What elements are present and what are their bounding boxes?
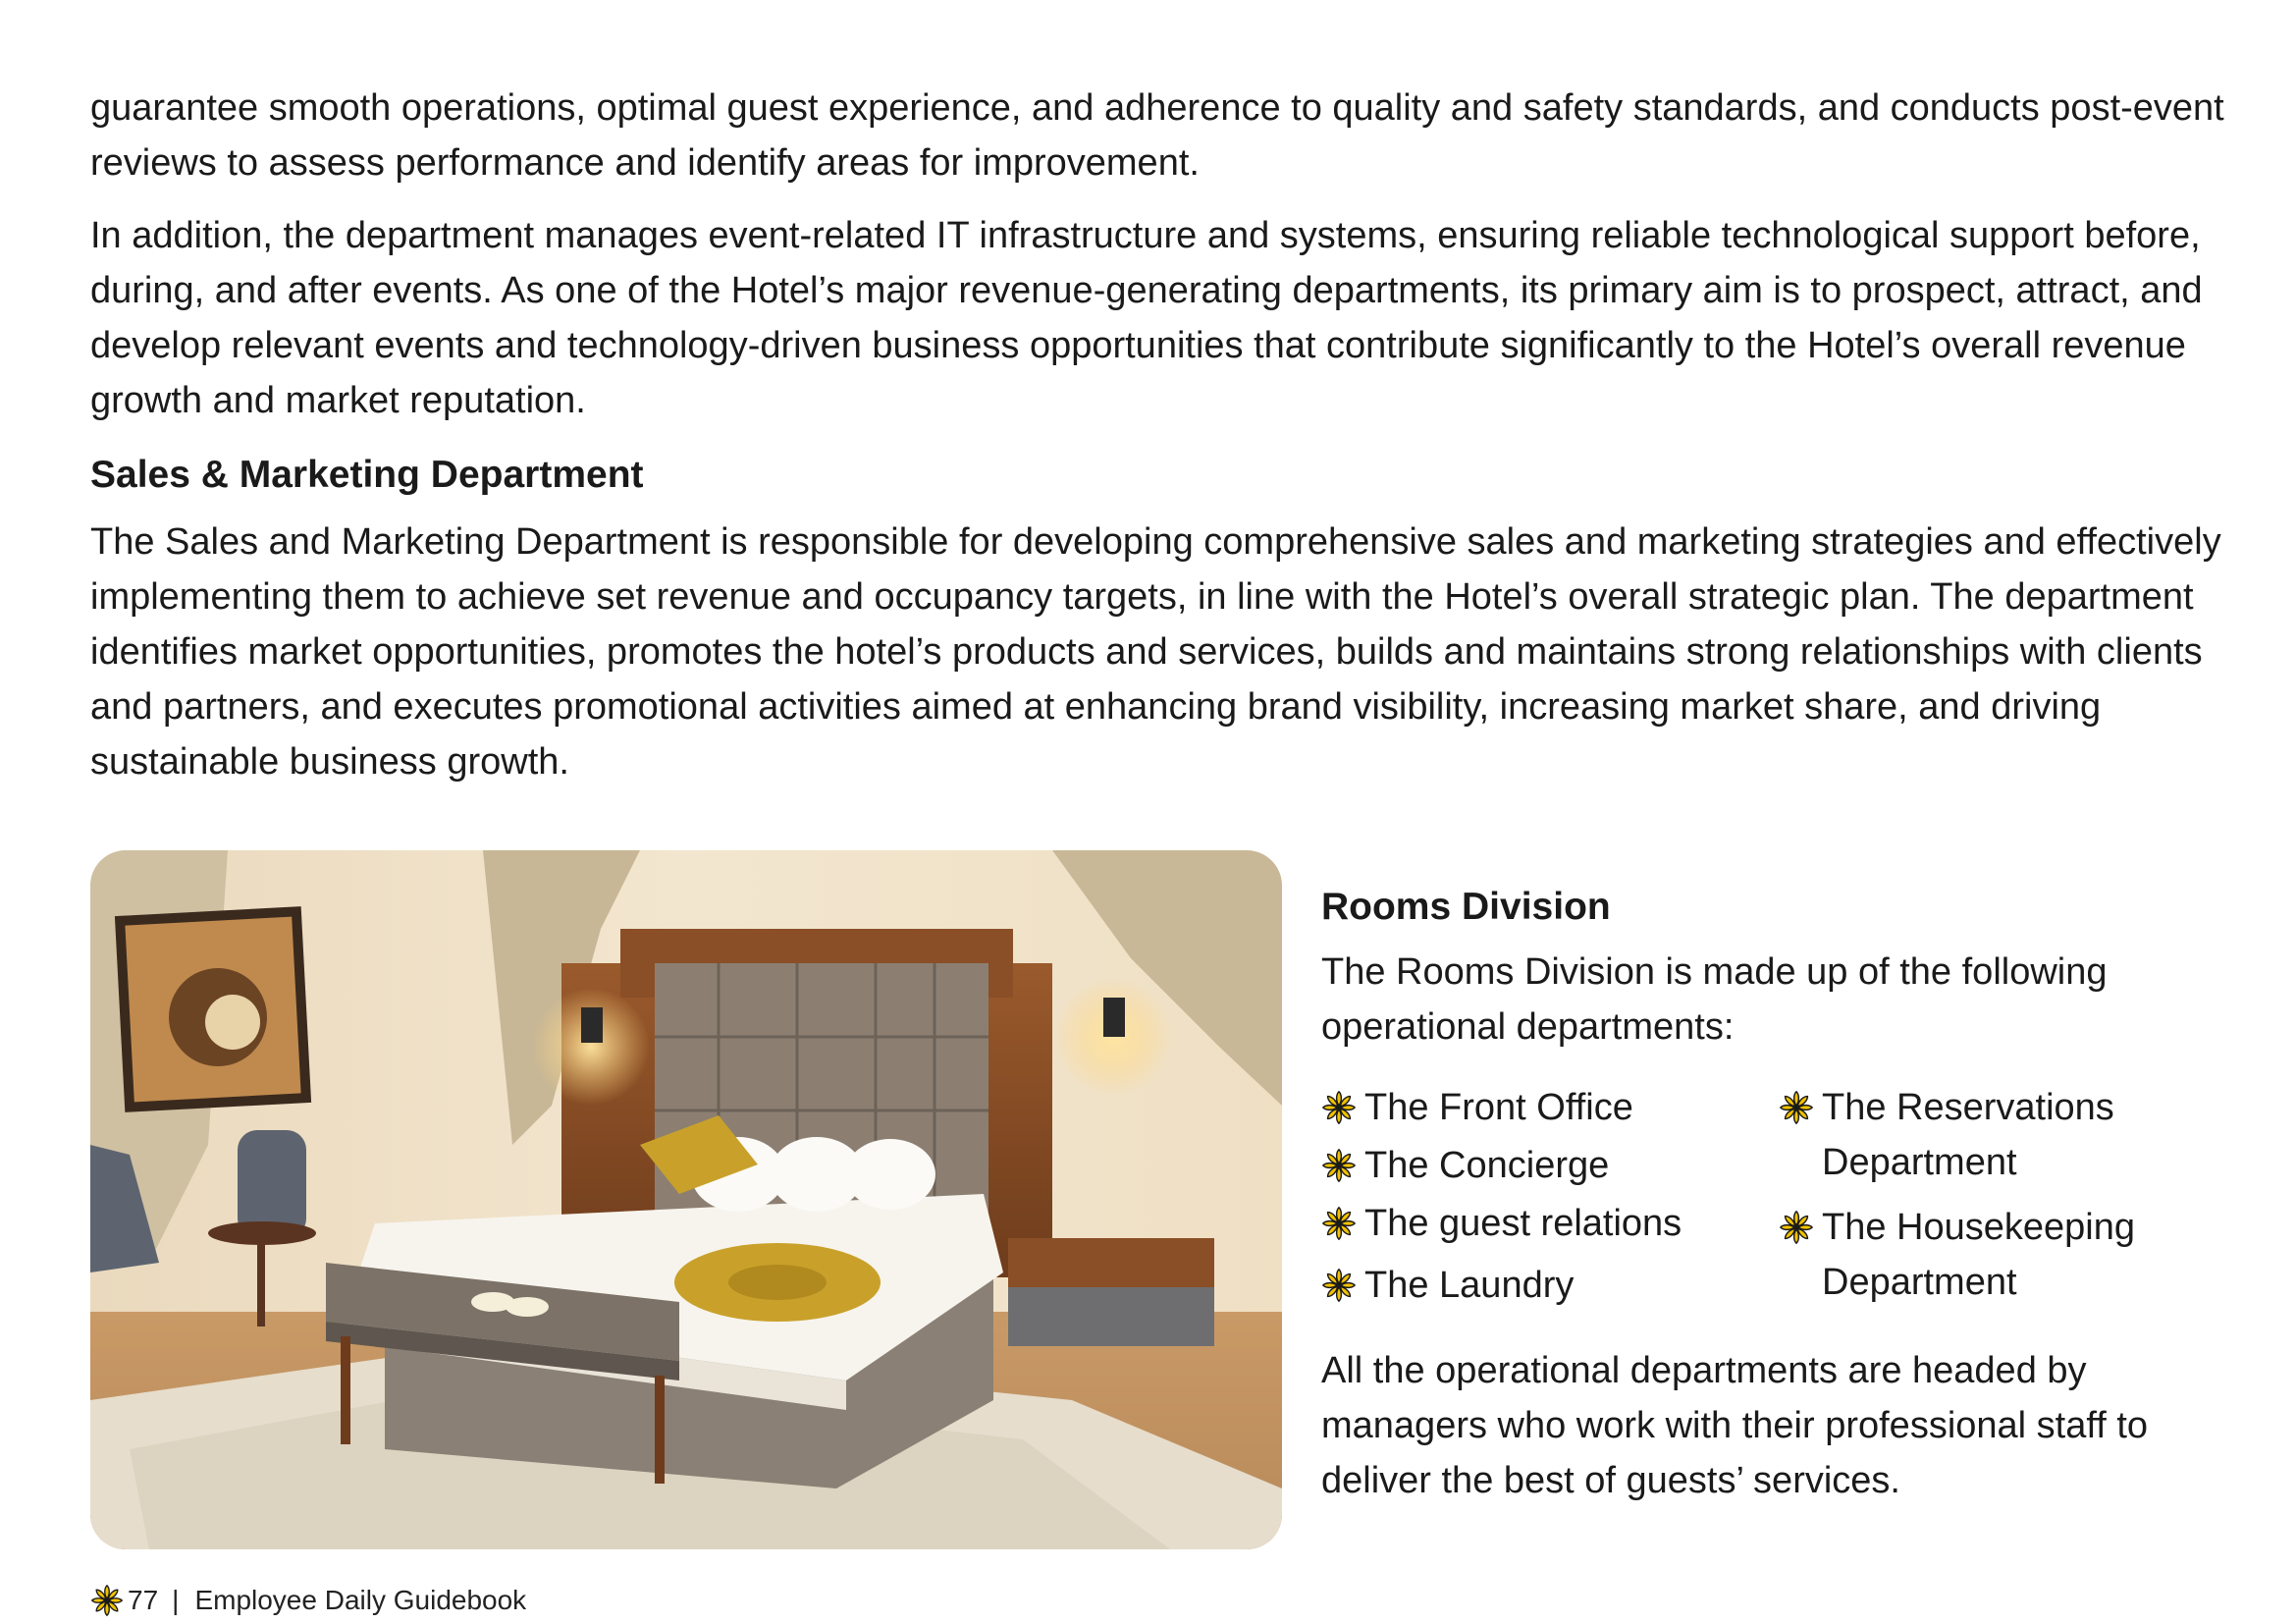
department-label: The Front Office — [1364, 1087, 1633, 1128]
flower-star-icon — [1321, 1258, 1364, 1313]
department-label: The Concierge — [1364, 1145, 1610, 1186]
list-item — [1321, 1080, 1682, 1138]
continued-paragraph: guarantee smooth operations, optimal guest experience, and adherence to quality and safety standards, and conducts post-event reviews to assess performance and identify areas for improvement. — [90, 87, 2224, 184]
flower-star-icon — [90, 1581, 128, 1620]
sales-marketing-paragraph: The Sales and Marketing Department is responsible for developing comprehensive sales and marketing strategies and effectively implementing them to achieve set revenue and occupancy targets, in line with the Hotel’s overall strategic plan. The department identifies market opportunities, promotes the hotel’s products and services, builds and maintains strong relationships with clients and partners, and executes promotional activities aimed at enhancing brand visibility, increasing market share, and driving sustainable business growth. — [90, 521, 2221, 783]
flower-star-icon — [1321, 1080, 1364, 1135]
sales-marketing-heading: Sales & Marketing Department — [90, 454, 644, 496]
footer-separator: | — [172, 1585, 180, 1615]
list-item — [1779, 1080, 2211, 1190]
department-label: The guest relations — [1364, 1203, 1682, 1244]
list-item — [1321, 1196, 1682, 1254]
page-number: 77 — [128, 1585, 159, 1615]
flower-star-icon — [1321, 1196, 1364, 1251]
list-item — [1321, 1258, 1682, 1316]
department-label: The Reservations Department — [1822, 1087, 2114, 1183]
list-item — [1779, 1200, 2211, 1310]
flower-star-icon — [1779, 1200, 1822, 1255]
flower-star-icon — [1321, 1138, 1364, 1193]
rooms-division-intro: The Rooms Division is made up of the following operational departments: — [1321, 951, 2108, 1048]
departments-list-right — [1779, 1080, 2211, 1310]
departments-list-left — [1321, 1080, 1682, 1316]
hotel-bedroom-photo — [90, 850, 1282, 1549]
flower-star-icon — [1779, 1080, 1822, 1135]
department-label: The Housekeeping Department — [1822, 1207, 2135, 1303]
rooms-division-heading: Rooms Division — [1321, 886, 1611, 928]
department-label: The Laundry — [1364, 1265, 1575, 1306]
page-footer — [90, 1581, 526, 1620]
list-item — [1321, 1138, 1682, 1196]
footer-title: Employee Daily Guidebook — [194, 1585, 527, 1615]
rooms-division-outro: All the operational departments are headed by managers who work with their professional staff to deliver the best of guests’ services. — [1321, 1350, 2149, 1501]
events-it-paragraph: In addition, the department manages event-related IT infrastructure and systems, ensuring reliable technological support before, during, and after events. As one of the Hotel’s major revenue-generating departments, its primary aim is to prospect, attract, and develop relevant events and technology-driven business opportunities that contribute significantly to the Hotel’s overall revenue growth and market reputation. — [90, 215, 2203, 421]
